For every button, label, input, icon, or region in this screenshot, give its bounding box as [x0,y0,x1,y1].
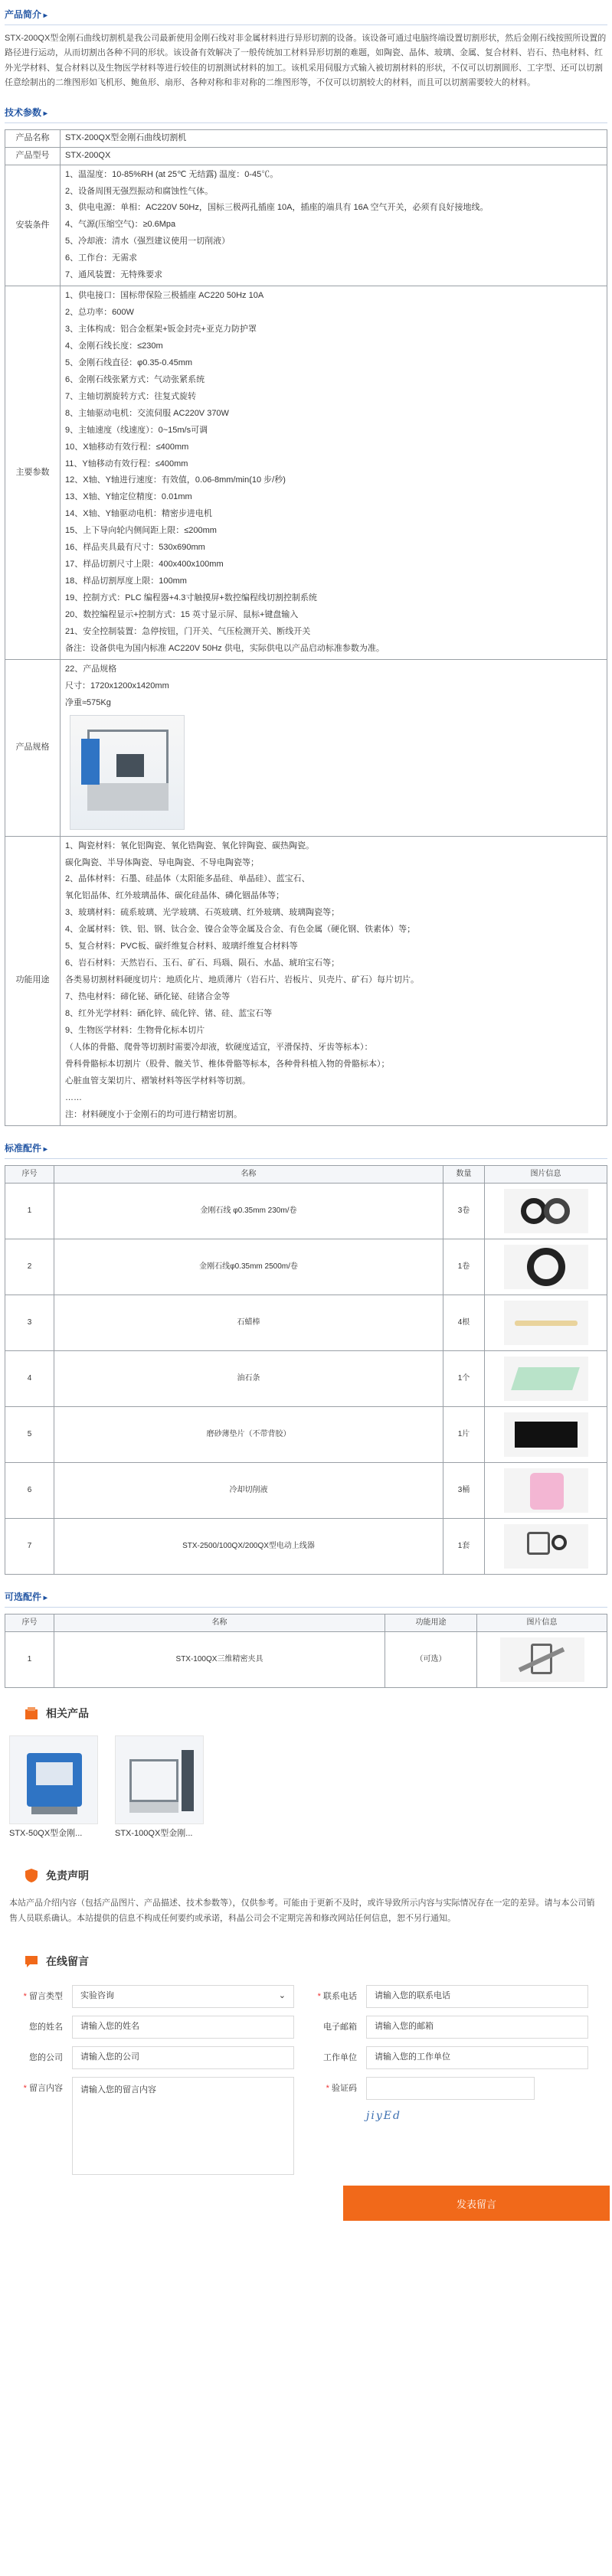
row-qty: 1卷 [443,1239,485,1295]
type-label: * 留言类型 [9,1985,63,2008]
type-value: 实验咨询 [80,1991,114,2001]
line: 19、控制方式：PLC 编程器+4.3寸触摸屏+数控编程线切割控制系统 [65,593,317,602]
line: 3、玻璃材料：硫系玻璃、光学玻璃、石英玻璃、红外玻璃、玻璃陶瓷等； [65,908,340,918]
line: 4、金属材料：铁、铝、钢、钛合金、镍合金等金属及合金、有色金属（硬化钢、铁素体）等； [65,925,416,935]
message-form [5,1970,607,2175]
line: 6、岩石材料：天然岩石、玉石、矿石、玛瑙、陨石、水晶、琥珀宝石等； [65,958,340,968]
line: 3、供电电源：单相：AC220V 50Hz，国标三极两孔插座 10A，插座的端具有 16A 空气开关，必须有良好接地线。 [65,203,489,213]
line: 1、温湿度：10-85%RH (at 25℃ 无结露) 温度：0-45℃。 [65,169,279,179]
tech-value: STX-200QX型金刚石曲线切割机 [61,130,607,148]
type-select[interactable] [72,1985,294,2008]
row-name: STX-2500/100QX/200QX型电动上线器 [54,1518,443,1574]
row-qty: 1片 [443,1406,485,1462]
row-number: 1 [5,1183,54,1239]
row-number: 6 [5,1462,54,1518]
line: …… [65,1092,82,1102]
table-row [5,1239,607,1295]
line: 5、复合材料：PVC板、碳纤维复合材料、玻璃纤维复合材料等 [65,942,298,952]
row-number: 5 [5,1406,54,1462]
line: 1、供电接口：国标带保险三极插座 AC220 50Hz 10A [65,291,264,301]
col-header: 图片信息 [485,1165,607,1183]
use-lines [61,836,607,1125]
table-row [5,1462,607,1518]
section-title-opt: 可选配件 ▸ [5,1585,607,1608]
dept-label: 工作单位 [323,2053,357,2063]
line: 7、通风装置：无特殊要求 [65,270,163,280]
dept-input[interactable]: 请输入您的工作单位 [366,2046,588,2069]
tech-key: 产品规格 [5,659,61,836]
spec-lines [61,659,607,836]
line: 碳化陶瓷、半导体陶瓷、导电陶瓷、不导电陶瓷等； [65,857,259,867]
contact-label: * 联系电话 [303,1985,357,2008]
product-name[interactable]: STX-50QX型金刚... [9,1829,83,1839]
standard-parts-table [5,1165,607,1575]
table-row [5,165,607,286]
optional-parts-table [5,1614,607,1688]
chat-icon [23,1953,40,1970]
row-image [485,1518,607,1574]
table-row [5,147,607,165]
disclaimer-title-text: 免责声明 [46,1869,89,1882]
row-qty: 1个 [443,1350,485,1406]
line: 7、热电材料：碲化铋、硒化铋、硅锗合金等 [65,992,231,1001]
wire-spool-icon [504,1189,588,1233]
related-title-text: 相关产品 [46,1706,89,1719]
intro-text: STX-200QX型金刚石曲线切割机是我公司最新使用金刚石线对非金属材料进行异形切割的设备。该设备可通过电脑终端设置切割形状，然后金刚石线按照所设置的路径进行运动，从而切割出各种不同的形状。该设备有效解决了一般传统加工材料异形切割的难题，如陶瓷、晶体、玻璃、金属、复合材料、岩石、热电材料、红外光学材料、复合材料以及生物医学材料等进行较佳的切割测试材料的加工。该机采用伺服方式输入被切割材料的形状，不仅可以切割圆形、工字型、还可以切割任意绘制出的二维图形如飞机形、鲍鱼形、扇形、各种对称和非对称的二维图形等，不仅可以切割较大的材料，而且可以切割需要较大的材料。 [5,34,607,87]
line: 21、安全控制装置：急停按钮，门开关、气压检测开关、断线开关 [65,626,311,636]
section-title-intro: 产品简介 ▸ [5,3,607,25]
product-image[interactable] [115,1735,204,1824]
row-qty: 1套 [443,1518,485,1574]
col-header: 序号 [5,1614,54,1631]
line: 4、气源(压缩空气)：≥0.6Mpa [65,220,176,230]
line: 5、金刚石线直径：φ0.35-0.45mm [65,358,193,367]
table-row [5,1631,607,1687]
row-number: 2 [5,1239,54,1295]
line: 6、金刚石线张紧方式：气动张紧系统 [65,374,205,384]
wax-stick-icon [504,1301,588,1345]
section-title-std: 标准配件 ▸ [5,1137,607,1159]
disclaimer-text: 本站产品介绍内容（包括产品图片、产品描述、技术参数等），仅供参考。可能由于更新不及时，或许导致所示内容与实际情况存在一定的差异。请与本公司销售人员联系确认。本站提供的信息不构成任何要约或承诺，科晶公司会不定期完善和修改网站任何信息，恕不另行通知。 [9,1899,595,1924]
line: 尺寸：1720x1200x1420mm [65,681,169,691]
line: 22、产品规格 [65,664,117,674]
row-number: 7 [5,1518,54,1574]
line: 16、样品夹具最有尺寸：530x690mm [65,543,205,553]
chevron-down-icon: ⌄ [278,1991,286,2001]
row-qty: 4根 [443,1295,485,1350]
table-row [5,659,607,836]
col-header: 功能用途 [385,1614,477,1631]
row-name: 金刚石线φ0.35mm 2500m/卷 [54,1239,443,1295]
tech-key: 产品名称 [5,130,61,148]
table-row [5,1406,607,1462]
line: 6、工作台：无需求 [65,253,138,263]
tech-value: STX-200QX [61,147,607,165]
company-input[interactable]: 请输入您的公司 [72,2046,294,2069]
captcha-group [366,2077,588,2175]
tech-key: 产品型号 [5,147,61,165]
line: 17、样品切割尺寸上限：400x400x100mm [65,560,224,570]
line: 骨科骨骼标本切割片（股骨、髋关节、椎体骨骼等标本，各种骨科植入物的骨骼标本）； [65,1059,390,1069]
line: 8、主轴驱动电机：交流伺服 AC220V 370W [65,408,229,418]
line: （人体的骨骼、爬骨等切割时需要冷却液，软硬度适宜，平滑保持、牙齿等标本）： [65,1042,373,1052]
table-row [5,286,607,660]
line: 18、样品切割厚度上限：100mm [65,576,187,586]
tech-key: 安装条件 [5,165,61,286]
related-product[interactable] [9,1735,98,1841]
submit-button[interactable]: 发表留言 [343,2186,610,2221]
product-image[interactable] [9,1735,98,1824]
col-header: 序号 [5,1165,54,1183]
row-image [477,1631,607,1687]
captcha-image[interactable]: jiyEd [366,2110,401,2123]
row-image [485,1295,607,1350]
row-name: 油石条 [54,1350,443,1406]
captcha-input[interactable] [366,2077,535,2100]
product-name[interactable]: STX-100QX型金刚... [115,1829,193,1839]
col-header: 名称 [54,1165,443,1183]
row-name: 金刚石线 φ0.35mm 230m/卷 [54,1183,443,1239]
row-image [485,1239,607,1295]
tech-key: 功能用途 [5,836,61,1125]
wire-loader-icon [504,1524,588,1569]
abrasive-sheet-icon [504,1412,588,1457]
line: 2、总功率：600W [65,308,134,318]
install-lines [61,165,607,286]
company-label: 您的公司 [29,2053,63,2063]
table-row [5,836,607,1125]
related-products [5,1722,607,1841]
content-label: * 留言内容 [9,2077,63,2175]
table-row [5,1295,607,1350]
table-row [5,1518,607,1574]
email-label: 电子邮箱 [323,2023,357,2032]
line: 15、上下导向轮内侧间距上限：≤200mm [65,526,217,536]
row-name: STX-100QX三维精密夹具 [54,1631,385,1687]
contact-input[interactable]: 请输入您的联系电话 [366,1985,588,2008]
line: 氧化铝晶体、红外玻璃晶体、碳化硅晶体、磷化铟晶体等； [65,891,284,901]
row-image [485,1183,607,1239]
line: 12、X轴、Y轴进行速度：有效值，0.06-8mm/min(10 步/秒) [65,475,286,485]
line: 各类易切割材料硬度切片：地质化片、地质薄片（岩石片、岩板片、贝壳片、矿石）每片切片。 [65,975,419,985]
line: 4、金刚石线长度：≤230m [65,341,163,351]
line: 3、主体构成：铝合金框架+钣金封壳+亚克力防护罩 [65,325,257,334]
table-row [5,1183,607,1239]
row-image [485,1350,607,1406]
line: 13、X轴、Y轴定位精度：0.01mm [65,492,192,502]
row-qty: 3卷 [443,1183,485,1239]
content-textarea[interactable]: 请输入您的留言内容 [72,2077,294,2175]
line: 心脏血管支架切片、褶皱材料等医学材料等切割。 [65,1076,250,1086]
line: 14、X轴、Y轴驱动电机：精密步进电机 [65,509,212,519]
row-number: 3 [5,1295,54,1350]
row-number: 4 [5,1350,54,1406]
row-number: 1 [5,1631,54,1687]
name-label: 您的姓名 [29,2023,63,2032]
box-icon [23,1705,40,1722]
coolant-bottle-icon [504,1468,588,1513]
name-input[interactable]: 请输入您的姓名 [72,2016,294,2039]
col-header: 数量 [443,1165,485,1183]
related-title [5,1705,607,1722]
tech-key: 主要参数 [5,286,61,660]
line: 净重≈575Kg [65,697,111,707]
disclaimer-title [5,1867,607,1884]
machine-image [70,715,185,830]
line: 8、红外光学材料：硒化锌、硫化锌、锗、硅、蓝宝石等 [65,1008,273,1018]
shield-icon [23,1867,40,1884]
related-product[interactable] [115,1735,204,1841]
message-title [5,1953,607,1970]
table-row [5,1350,607,1406]
line: 9、主轴速度（线速度）：0~15m/s可调 [65,425,208,435]
line: 1、陶瓷材料：氧化铝陶瓷、氧化锆陶瓷、氧化锌陶瓷、碳热陶瓷。 [65,841,315,851]
table-row [5,130,607,148]
row-name: 磨砂薄垫片（不带背胶） [54,1406,443,1462]
line: 20、数控编程显示+控制方式：15 英寸显示屏、鼠标+键盘输入 [65,609,299,619]
tech-table [5,129,607,1125]
line: 2、晶体材料：石墨、硅晶体（太阳能多晶硅、单晶硅）、蓝宝石、 [65,874,310,884]
line: 7、主轴切割旋转方式：往复式旋转 [65,391,197,401]
row-use: （可选） [385,1631,477,1687]
line: 注：材料硬度小于金刚石的均可进行精密切割。 [65,1109,242,1119]
line: 2、设备周围无强烈振动和腐蚀性气体。 [65,186,214,196]
line: 10、X轴移动有效行程：≤400mm [65,442,189,452]
section-title-tech: 技术参数 ▸ [5,101,607,123]
row-name: 石蜡棒 [54,1295,443,1350]
row-name: 冷却切削液 [54,1462,443,1518]
line: 9、生物医学材料：生物骨化标本切片 [65,1025,205,1035]
line: 11、Y轴移动有效行程：≤400mm [65,459,188,469]
main-lines [61,286,607,660]
email-input[interactable]: 请输入您的邮箱 [366,2016,588,2039]
message-title-text: 在线留言 [46,1954,89,1967]
row-image [485,1462,607,1518]
row-qty: 3桶 [443,1462,485,1518]
large-spool-icon [504,1245,588,1289]
precision-fixture-icon [500,1637,584,1682]
captcha-label: * 验证码 [303,2077,357,2175]
line: 5、冷却液：清水（强烈建议使用一切削液） [65,237,231,246]
col-header: 图片信息 [477,1614,607,1631]
line: 备注：设备供电为国内标准 AC220V 50Hz 供电，实际供电以产品启动标准参数为准。 [65,643,385,653]
row-image [485,1406,607,1462]
oilstone-icon [504,1357,588,1401]
col-header: 名称 [54,1614,385,1631]
